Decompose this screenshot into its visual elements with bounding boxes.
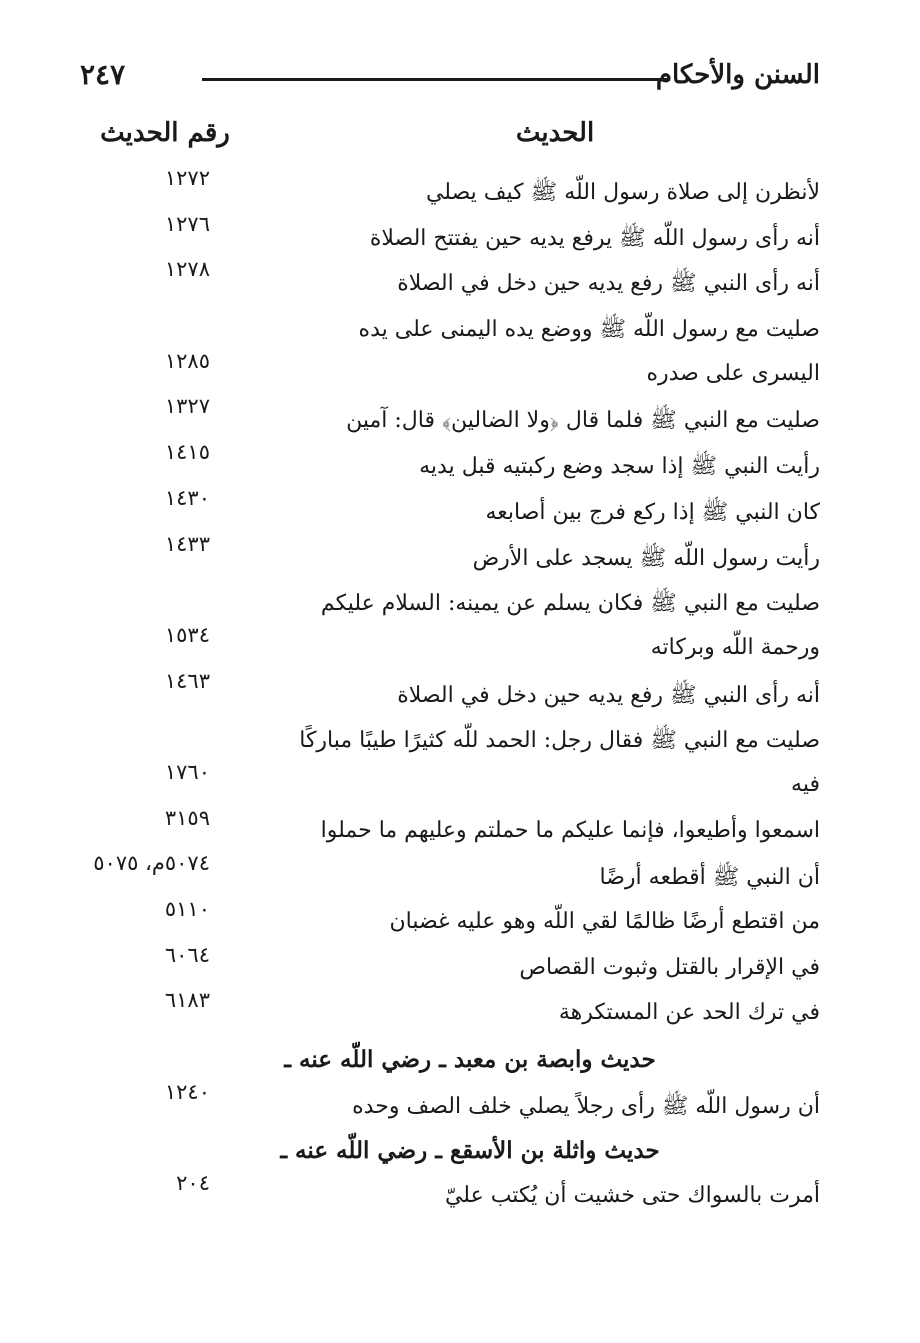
hadith-row <box>60 668 820 721</box>
hadith-number: ٢٠٤ <box>176 1171 210 1196</box>
hadith-row <box>60 988 820 1040</box>
hadith-number: ١٢٧٨ <box>164 257 210 282</box>
column-header-number: رقم الحديث <box>100 118 230 148</box>
hadith-number: ١٣٢٧ <box>164 394 210 419</box>
hadith-text: صليت مع النبي ﷺ فقال رجل: الحمد للّه كثيرًا طيبًا مباركًا <box>299 728 820 754</box>
hadith-number: ١٢٨٥ <box>164 348 210 373</box>
hadith-number: ١٢٤٠ <box>164 1079 210 1104</box>
hadith-text: اسمعوا وأطيعوا، فإنما عليكم ما حملتم وعليهم ما حملوا <box>320 817 820 843</box>
hadith-number: ٣١٥٩ <box>164 805 210 830</box>
hadith-number: ١٤٣٠ <box>164 485 210 510</box>
hadith-number: ٦١٨٣ <box>164 988 210 1013</box>
hadith-text: لأنظرن إلى صلاة رسول اللّه ﷺ كيف يصلي <box>425 180 820 205</box>
hadith-text: صليت مع رسول اللّه ﷺ ووضع يده اليمنى على يده <box>358 317 820 343</box>
page-number: ٢٤٧ <box>80 58 126 91</box>
hadith-text: أن النبي ﷺ أقطعه أرضًا <box>599 865 820 891</box>
hadith-row <box>60 257 820 309</box>
hadith-number: ٥١١٠ <box>164 897 210 921</box>
hadith-index-list <box>60 166 820 1223</box>
hadith-number: ١٤١٥ <box>164 440 210 465</box>
hadith-text: في ترك الحد عن المستكرهة <box>558 1000 820 1026</box>
hadith-number: ١٢٧٦ <box>164 211 210 236</box>
hadith-text: في الإقرار بالقتل وثبوت القصاص <box>519 954 820 980</box>
hadith-text: اليسرى على صدره <box>646 360 820 386</box>
hadith-text: صليت مع النبي ﷺ فكان يسلم عن يمينه: السلام عليكم <box>320 591 820 617</box>
hadith-text: كان النبي ﷺ إذا ركع فرج بين أصابعه <box>485 499 820 525</box>
column-header-hadith: الحديث <box>515 118 595 148</box>
hadith-number: ١٤٦٣ <box>164 668 210 693</box>
hadith-text: أنه رأى النبي ﷺ رفع يديه حين دخل في الصلاة <box>397 682 820 708</box>
header-rule <box>202 78 670 81</box>
hadith-text: صليت مع النبي ﷺ فلما قال ﴿ولا الضالين﴾ قال: آمين <box>346 408 820 434</box>
hadith-row <box>60 1079 820 1132</box>
section-heading: حديث واثلة بن الأسقع ـ رضي اللّه عنه ـ <box>280 1137 660 1165</box>
hadith-text: رأيت رسول اللّه ﷺ يسجد على الأرض <box>472 545 820 571</box>
hadith-text: أنه رأى النبي ﷺ رفع يديه حين دخل في الصلاة <box>397 271 820 297</box>
hadith-text: أمرت بالسواك حتى خشيت أن يُكتب عليّ <box>444 1183 820 1209</box>
hadith-text: من اقتطع أرضًا ظالمًا لقي اللّه وهو عليه غضبان <box>389 909 820 934</box>
hadith-number: ٦٠٦٤ <box>164 942 210 967</box>
hadith-number: ١٢٧٢ <box>164 166 210 190</box>
hadith-number: ١٤٣٣ <box>164 531 210 556</box>
section-heading: حديث وابصة بن معبد ـ رضي اللّه عنه ـ <box>284 1046 656 1074</box>
hadith-text: أنه رأى رسول اللّه ﷺ يرفع يديه حين يفتتح الصلاة <box>369 225 820 251</box>
hadith-row <box>60 531 820 584</box>
hadith-text: ورحمة اللّه وبركاته <box>650 634 820 660</box>
hadith-text: رأيت النبي ﷺ إذا سجد وضع ركبتيه قبل يديه <box>419 454 820 480</box>
section-title: السنن والأحكام <box>655 60 820 90</box>
running-header <box>80 58 820 104</box>
hadith-number: ٥٠٧٤م، ٥٠٧٥ <box>93 851 210 876</box>
hadith-text: أن رسول اللّه ﷺ رأى رجلاً يصلي خلف الصف وحده <box>352 1093 820 1119</box>
hadith-row <box>60 1171 820 1223</box>
hadith-text: فيه <box>791 771 820 797</box>
hadith-number: ١٥٣٤ <box>164 622 210 647</box>
hadith-number: ١٧٦٠ <box>164 759 210 784</box>
